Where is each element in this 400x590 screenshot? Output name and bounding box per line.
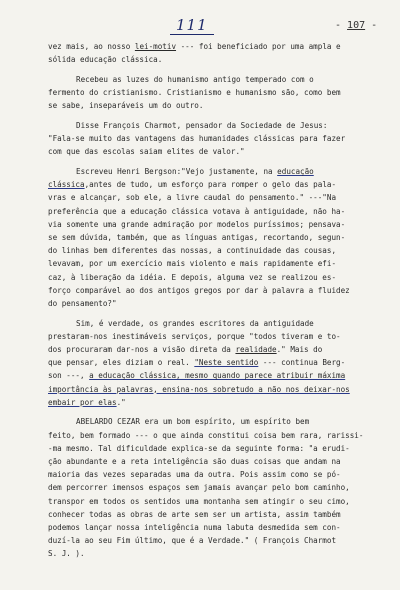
text-line [48, 343, 393, 356]
text-line: "Fala-se muito das vantagens das humanidades clássicas para fazer [48, 134, 346, 144]
text-line: sólida educação clássica. [48, 55, 163, 65]
text-segment: son ---, [48, 371, 90, 381]
text-line: feito, bem formado --- o que ainda constitui coisa bem rara, rarissi- [48, 430, 364, 440]
underlined-text: a educação clássica, mesmo quando parece atribuir máxima [89, 371, 346, 381]
text-segment: ." Mais do [276, 344, 323, 354]
text-line [48, 165, 393, 178]
page-number [335, 20, 377, 31]
text-segment: --- continua Berg- [258, 358, 346, 368]
text-line: do linhas bem diferentes das nossas, a continuidade das cousas, [48, 246, 337, 256]
text-line: prestaram-nos inestimáveis serviços, porque "todos tiveram e to- [48, 331, 341, 341]
underlined-text: "Neste sentido [194, 358, 259, 368]
document-body [48, 40, 393, 560]
text-segment: --- foi beneficiado por uma ampla e [176, 42, 341, 51]
text-line [48, 383, 393, 396]
text-line: forço comparável ao dos antigos gregos por dar à palavra a fluidez [48, 285, 350, 295]
text-segment: dos procuraram dar-nos a visão direta da [48, 344, 236, 354]
text-segment: Escreveu Henri Bergson:"Vejo justamente, na [76, 167, 278, 176]
text-line [48, 369, 393, 382]
text-line: vras e alcançar, sob ele, a livre caudal do pensamento." ---"Na [48, 193, 337, 203]
page-number-suffix: - [365, 20, 378, 31]
text-line: fermento do cristianismo. Cristianismo e humanismo são, como bem [48, 88, 341, 98]
text-line [48, 178, 393, 191]
text-line: conhecer todas as obras de arte sem ser um artista, assim também [48, 509, 341, 519]
handwritten-page-number: 111 [170, 16, 214, 35]
text-line: levavam, por um exercício mais violento e mais rapidamente efi- [48, 259, 337, 269]
text-line: dem percorrer imensos espaços sem jamais avançar pelo bom caminho, [48, 483, 350, 493]
text-line: preferência que a educação clássica votava à antiguidade, não ha- [48, 206, 346, 216]
text-segment: ." [116, 397, 126, 407]
text-segment: ,antes de tudo, um esforço para romper o gelo das pala- [84, 180, 337, 190]
text-line [48, 396, 393, 409]
text-line: ção abundante e a reta inteligência são duas coisas que andam na [48, 456, 341, 466]
text-line: caz, à liberação da idéia. E depois, alguma vez se realizou es- [48, 272, 337, 282]
underlined-text: embair por elas [48, 397, 117, 407]
text-line: podemos lançar nossa inteligência numa labuta desmedida sem con- [48, 522, 341, 532]
text-segment: que pensar, eles diziam o real. [48, 358, 195, 368]
text-line: Sim, é verdade, os grandes escritores da antiguidade [76, 318, 314, 328]
text-segment: vez mais, ao nosso [48, 42, 135, 51]
underlined-text: lei-motiv [134, 42, 177, 51]
page-number-value: 107 [347, 20, 366, 31]
text-line: Recebeu as luzes do humanismo antigo temperado com o [76, 74, 314, 84]
page-number-prefix: - [335, 20, 348, 31]
underlined-text: clássica [48, 180, 85, 190]
text-line: via somente uma grande admiração por modelos puríssimos; pensava- [48, 219, 346, 229]
text-line: maioria das vezes separadas uma da outra. Pois assim como se pó- [48, 470, 341, 480]
text-line: -ma mesmo. Tal dificuldade explica-se da seguinte forma: "a erudi- [48, 443, 350, 453]
text-line: S. J. ). [48, 549, 85, 559]
underlined-text: realidade [235, 344, 277, 354]
text-line [48, 356, 393, 369]
text-line: se sabe, inseparáveis um do outro. [48, 101, 204, 111]
text-line: ABELARDO CEZAR era um bom espírito, um espírito bem [76, 417, 310, 427]
text-line: transpor em todos os sentidos uma montanha sem atingir o seu cimo, [48, 496, 350, 506]
text-line: com que das escolas saiam elites de valor." [48, 147, 245, 157]
text-line: do pensamento?" [48, 298, 117, 308]
underlined-text: importância às palavras, ensina-nos sobretudo a não nos deixar-nos [48, 384, 350, 394]
text-line: duzí-la ao seu Fim último, que é a Verdade." ( François Charmot [48, 536, 337, 546]
text-line: Disse François Charmot, pensador da Sociedade de Jesus: [76, 120, 328, 130]
underlined-text: educação [277, 167, 314, 176]
text-line [48, 40, 393, 53]
text-line: se sem dúvida, também, que as línguas antigas, recortando, segun- [48, 232, 346, 242]
